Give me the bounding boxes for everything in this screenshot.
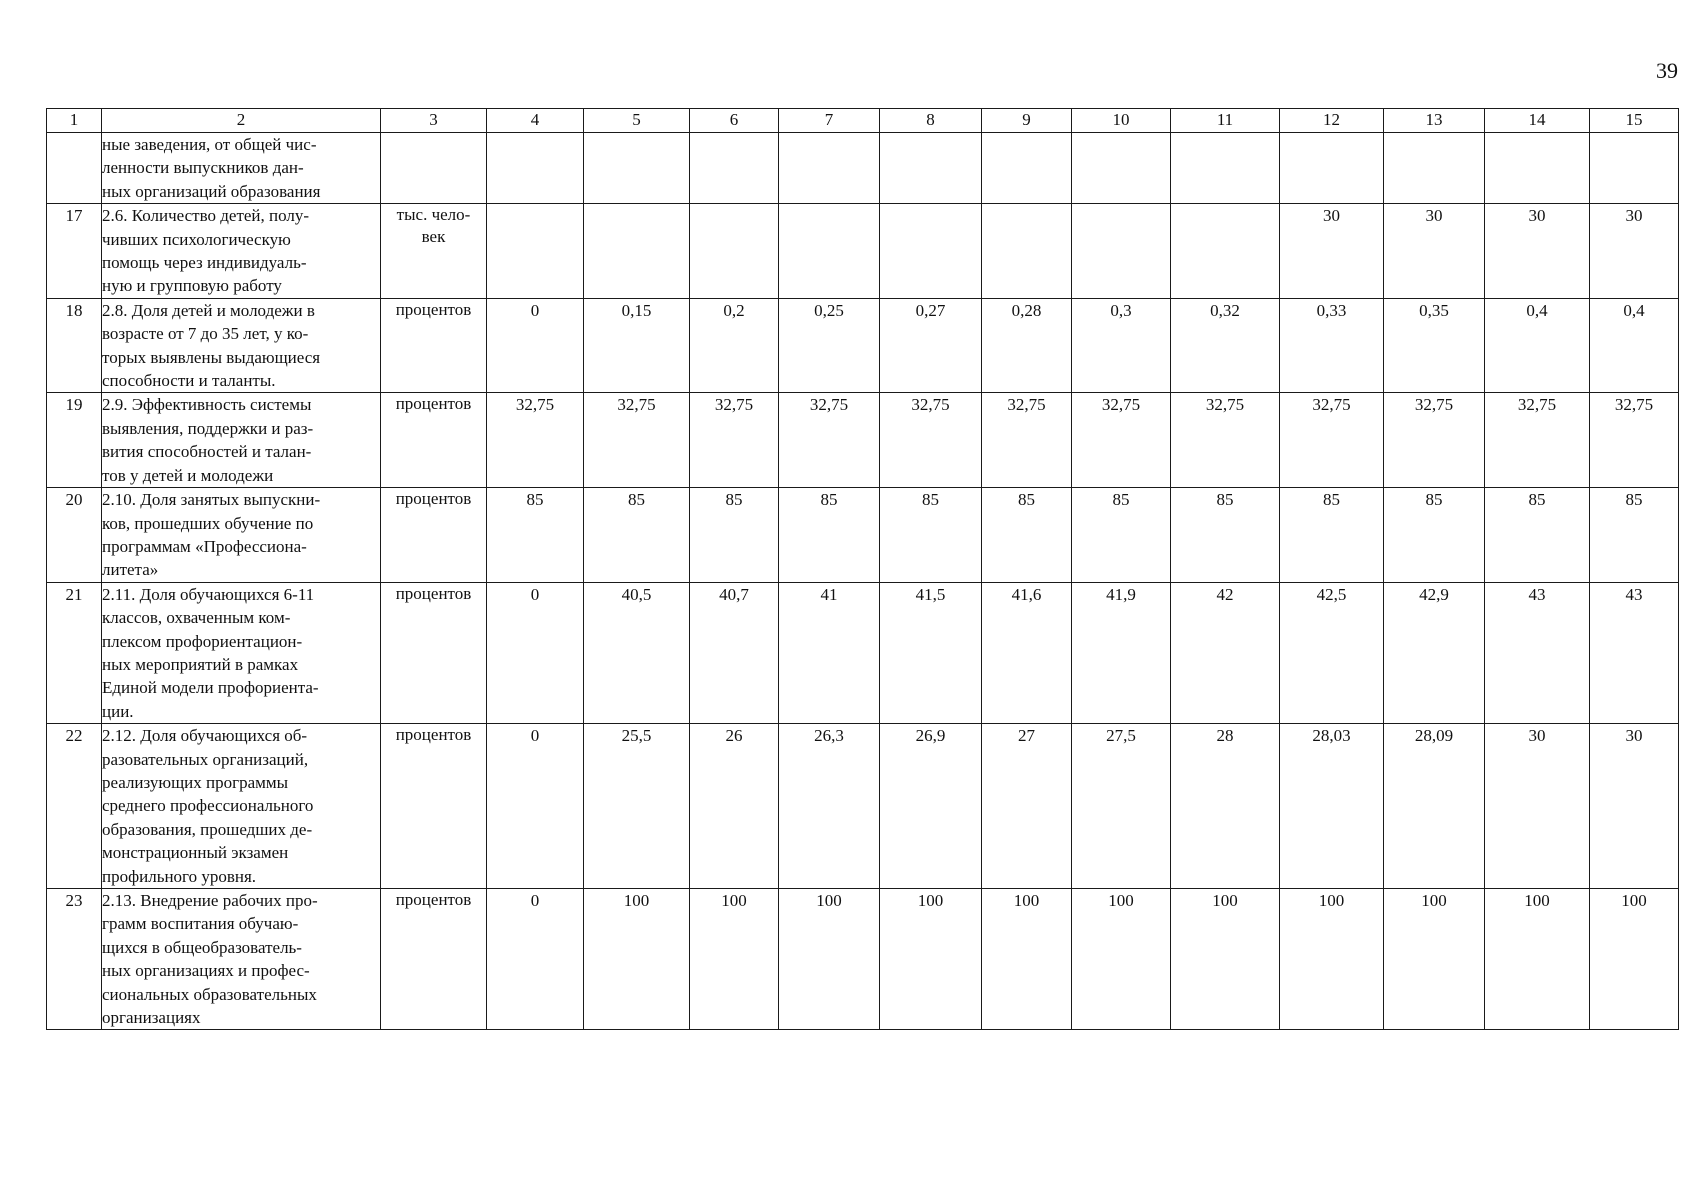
header-cell: 15 bbox=[1590, 109, 1679, 133]
value-cell: 85 bbox=[1485, 488, 1590, 583]
indicator-name-line: щихся в общеобразователь- bbox=[102, 937, 302, 957]
value-cell: 100 bbox=[982, 889, 1072, 1030]
header-cell: 6 bbox=[690, 109, 779, 133]
indicator-name-line: программам «Профессиона- bbox=[102, 536, 307, 556]
value-cell: 100 bbox=[779, 889, 880, 1030]
value-cell: 85 bbox=[1590, 488, 1679, 583]
value-cell: 32,75 bbox=[779, 393, 880, 488]
table-row bbox=[47, 133, 1679, 204]
value-cell: 85 bbox=[487, 488, 584, 583]
value-cell bbox=[1280, 133, 1384, 204]
indicator-name-line: плексом профориентацион- bbox=[102, 631, 303, 651]
unit-cell: процентов bbox=[381, 889, 487, 1030]
indicator-name-line: помощь через индивидуаль- bbox=[102, 253, 307, 273]
value-cell: 26 bbox=[690, 724, 779, 889]
indicator-name-line: способности и таланты. bbox=[102, 371, 276, 391]
row-number: 23 bbox=[47, 889, 102, 1030]
value-cell: 85 bbox=[779, 488, 880, 583]
value-cell: 85 bbox=[1384, 488, 1485, 583]
indicator-name bbox=[102, 393, 381, 488]
indicator-name-line: литета» bbox=[102, 560, 159, 580]
value-cell: 43 bbox=[1485, 582, 1590, 723]
unit-cell: тыс. чело- век bbox=[381, 204, 487, 299]
value-cell bbox=[779, 204, 880, 299]
value-cell: 32,75 bbox=[982, 393, 1072, 488]
header-cell: 4 bbox=[487, 109, 584, 133]
indicator-name-line: образования, прошедших де- bbox=[102, 819, 313, 839]
indicator-name-line: разовательных организаций, bbox=[102, 749, 309, 769]
value-cell: 30 bbox=[1280, 204, 1384, 299]
value-cell: 30 bbox=[1485, 204, 1590, 299]
value-cell: 85 bbox=[690, 488, 779, 583]
table-row bbox=[47, 724, 1679, 889]
value-cell: 100 bbox=[1171, 889, 1280, 1030]
value-cell: 26,9 bbox=[880, 724, 982, 889]
value-cell: 28 bbox=[1171, 724, 1280, 889]
value-cell: 40,5 bbox=[584, 582, 690, 723]
unit-cell: процентов bbox=[381, 298, 487, 393]
value-cell: 100 bbox=[1590, 889, 1679, 1030]
indicator-name-line: возрасте от 7 до 35 лет, у ко- bbox=[102, 324, 309, 344]
indicator-name-line: ции. bbox=[102, 701, 134, 721]
value-cell: 0,27 bbox=[880, 298, 982, 393]
indicator-name-line: ленности выпускников дан- bbox=[102, 158, 304, 178]
header-cell: 12 bbox=[1280, 109, 1384, 133]
value-cell bbox=[487, 133, 584, 204]
value-cell: 100 bbox=[1485, 889, 1590, 1030]
value-cell: 42,5 bbox=[1280, 582, 1384, 723]
indicator-name bbox=[102, 889, 381, 1030]
value-cell bbox=[1171, 204, 1280, 299]
indicator-name-line: 2.6. Количество детей, полу- bbox=[102, 206, 310, 226]
value-cell: 32,75 bbox=[690, 393, 779, 488]
header-cell: 11 bbox=[1171, 109, 1280, 133]
value-cell bbox=[880, 133, 982, 204]
value-cell: 0 bbox=[487, 889, 584, 1030]
value-cell: 32,75 bbox=[1171, 393, 1280, 488]
value-cell: 100 bbox=[584, 889, 690, 1030]
indicator-name-line: сиональных образовательных bbox=[102, 984, 317, 1004]
value-cell: 100 bbox=[1280, 889, 1384, 1030]
unit-cell bbox=[381, 133, 487, 204]
header-cell: 14 bbox=[1485, 109, 1590, 133]
unit-cell: процентов bbox=[381, 724, 487, 889]
value-cell: 41,5 bbox=[880, 582, 982, 723]
header-cell: 7 bbox=[779, 109, 880, 133]
header-row bbox=[47, 109, 1679, 133]
value-cell: 32,75 bbox=[487, 393, 584, 488]
indicator-name-line: реализующих программы bbox=[102, 772, 289, 792]
value-cell: 0,15 bbox=[584, 298, 690, 393]
value-cell: 0,3 bbox=[1072, 298, 1171, 393]
value-cell: 85 bbox=[1280, 488, 1384, 583]
indicator-name-line: тов у детей и молодежи bbox=[102, 465, 274, 485]
value-cell: 32,75 bbox=[880, 393, 982, 488]
value-cell bbox=[1590, 133, 1679, 204]
indicator-name-line: среднего профессионального bbox=[102, 796, 314, 816]
header-cell: 2 bbox=[102, 109, 381, 133]
value-cell: 30 bbox=[1384, 204, 1485, 299]
value-cell: 85 bbox=[1171, 488, 1280, 583]
indicator-name-line: 2.8. Доля детей и молодежи в bbox=[102, 300, 315, 320]
indicator-name bbox=[102, 298, 381, 393]
header-cell: 3 bbox=[381, 109, 487, 133]
indicator-name-line: 2.10. Доля занятых выпускни- bbox=[102, 490, 321, 510]
header-cell: 9 bbox=[982, 109, 1072, 133]
value-cell: 0,4 bbox=[1590, 298, 1679, 393]
row-number bbox=[47, 133, 102, 204]
table-row bbox=[47, 393, 1679, 488]
indicator-name-line: выявления, поддержки и раз- bbox=[102, 418, 314, 438]
value-cell bbox=[779, 133, 880, 204]
value-cell: 40,7 bbox=[690, 582, 779, 723]
indicator-name-line: 2.13. Внедрение рабочих про- bbox=[102, 891, 318, 910]
value-cell: 0,33 bbox=[1280, 298, 1384, 393]
indicator-name-line: вития способностей и талан- bbox=[102, 442, 312, 462]
header-cell: 13 bbox=[1384, 109, 1485, 133]
value-cell: 85 bbox=[1072, 488, 1171, 583]
indicator-name-line: Единой модели профориента- bbox=[102, 678, 319, 698]
value-cell: 26,3 bbox=[779, 724, 880, 889]
indicator-name-line: ных организациях и профес- bbox=[102, 961, 310, 981]
value-cell: 32,75 bbox=[1384, 393, 1485, 488]
row-number: 19 bbox=[47, 393, 102, 488]
table-row bbox=[47, 582, 1679, 723]
value-cell: 0,32 bbox=[1171, 298, 1280, 393]
value-cell: 42,9 bbox=[1384, 582, 1485, 723]
page-number: 39 bbox=[1656, 58, 1678, 83]
value-cell bbox=[1485, 133, 1590, 204]
row-number: 22 bbox=[47, 724, 102, 889]
value-cell bbox=[880, 204, 982, 299]
indicator-name-line: классов, охваченным ком- bbox=[102, 608, 291, 628]
unit-cell: процентов bbox=[381, 393, 487, 488]
value-cell: 41,6 bbox=[982, 582, 1072, 723]
row-number: 17 bbox=[47, 204, 102, 299]
header-cell: 5 bbox=[584, 109, 690, 133]
value-cell: 0 bbox=[487, 582, 584, 723]
value-cell: 32,75 bbox=[584, 393, 690, 488]
row-number: 18 bbox=[47, 298, 102, 393]
indicator-name-line: 2.9. Эффективность системы bbox=[102, 395, 312, 415]
indicator-name-line: ных организаций образования bbox=[102, 181, 321, 201]
table-row bbox=[47, 889, 1679, 1030]
value-cell: 32,75 bbox=[1072, 393, 1171, 488]
value-cell: 30 bbox=[1485, 724, 1590, 889]
value-cell: 0,25 bbox=[779, 298, 880, 393]
value-cell: 85 bbox=[880, 488, 982, 583]
value-cell bbox=[690, 133, 779, 204]
value-cell: 32,75 bbox=[1280, 393, 1384, 488]
table-body bbox=[47, 109, 1679, 1030]
indicator-name bbox=[102, 204, 381, 299]
value-cell: 43 bbox=[1590, 582, 1679, 723]
indicators-table bbox=[46, 108, 1679, 1030]
value-cell bbox=[584, 204, 690, 299]
indicator-name-line: 2.11. Доля обучающихся 6-11 bbox=[102, 584, 315, 604]
table-row bbox=[47, 298, 1679, 393]
value-cell: 42 bbox=[1171, 582, 1280, 723]
unit-cell: процентов bbox=[381, 488, 487, 583]
indicator-name-line: профильного уровня. bbox=[102, 866, 257, 886]
value-cell: 100 bbox=[880, 889, 982, 1030]
value-cell: 28,09 bbox=[1384, 724, 1485, 889]
indicator-name bbox=[102, 582, 381, 723]
value-cell: 41,9 bbox=[1072, 582, 1171, 723]
table-row bbox=[47, 488, 1679, 583]
value-cell: 0,2 bbox=[690, 298, 779, 393]
table-row bbox=[47, 204, 1679, 299]
indicator-name-line: 2.12. Доля обучающихся об- bbox=[102, 726, 308, 746]
row-number: 21 bbox=[47, 582, 102, 723]
value-cell: 28,03 bbox=[1280, 724, 1384, 889]
indicator-name-line: ных мероприятий в рамках bbox=[102, 654, 299, 674]
value-cell bbox=[1072, 133, 1171, 204]
value-cell bbox=[584, 133, 690, 204]
indicator-name-line: торых выявлены выдающиеся bbox=[102, 347, 321, 367]
value-cell bbox=[982, 204, 1072, 299]
value-cell: 32,75 bbox=[1590, 393, 1679, 488]
indicator-name-line: ную и групповую работу bbox=[102, 276, 282, 296]
value-cell: 27,5 bbox=[1072, 724, 1171, 889]
value-cell: 0,28 bbox=[982, 298, 1072, 393]
indicator-name-line: грамм воспитания обучаю- bbox=[102, 914, 299, 934]
indicator-name bbox=[102, 133, 381, 204]
value-cell: 25,5 bbox=[584, 724, 690, 889]
indicator-name bbox=[102, 724, 381, 889]
value-cell bbox=[1171, 133, 1280, 204]
value-cell bbox=[982, 133, 1072, 204]
value-cell: 0 bbox=[487, 724, 584, 889]
value-cell: 41 bbox=[779, 582, 880, 723]
value-cell bbox=[1384, 133, 1485, 204]
value-cell: 27 bbox=[982, 724, 1072, 889]
indicator-name-line: монстрационный экзамен bbox=[102, 843, 289, 863]
value-cell bbox=[1072, 204, 1171, 299]
row-number: 20 bbox=[47, 488, 102, 583]
indicator-name bbox=[102, 488, 381, 583]
value-cell: 0,4 bbox=[1485, 298, 1590, 393]
value-cell: 0 bbox=[487, 298, 584, 393]
value-cell: 30 bbox=[1590, 204, 1679, 299]
header-cell: 8 bbox=[880, 109, 982, 133]
unit-cell: процентов bbox=[381, 582, 487, 723]
indicator-name-line: ков, прошедших обучение по bbox=[102, 513, 314, 533]
value-cell bbox=[690, 204, 779, 299]
indicator-name-line: организациях bbox=[102, 1008, 201, 1028]
indicator-name-line: чивших психологическую bbox=[102, 229, 291, 249]
header-cell: 1 bbox=[47, 109, 102, 133]
header-cell: 10 bbox=[1072, 109, 1171, 133]
value-cell: 30 bbox=[1590, 724, 1679, 889]
value-cell: 100 bbox=[1384, 889, 1485, 1030]
value-cell: 100 bbox=[1072, 889, 1171, 1030]
indicator-name-line: ные заведения, от общей чис- bbox=[102, 135, 317, 154]
value-cell: 100 bbox=[690, 889, 779, 1030]
value-cell: 32,75 bbox=[1485, 393, 1590, 488]
value-cell: 85 bbox=[584, 488, 690, 583]
value-cell: 0,35 bbox=[1384, 298, 1485, 393]
value-cell bbox=[487, 204, 584, 299]
value-cell: 85 bbox=[982, 488, 1072, 583]
